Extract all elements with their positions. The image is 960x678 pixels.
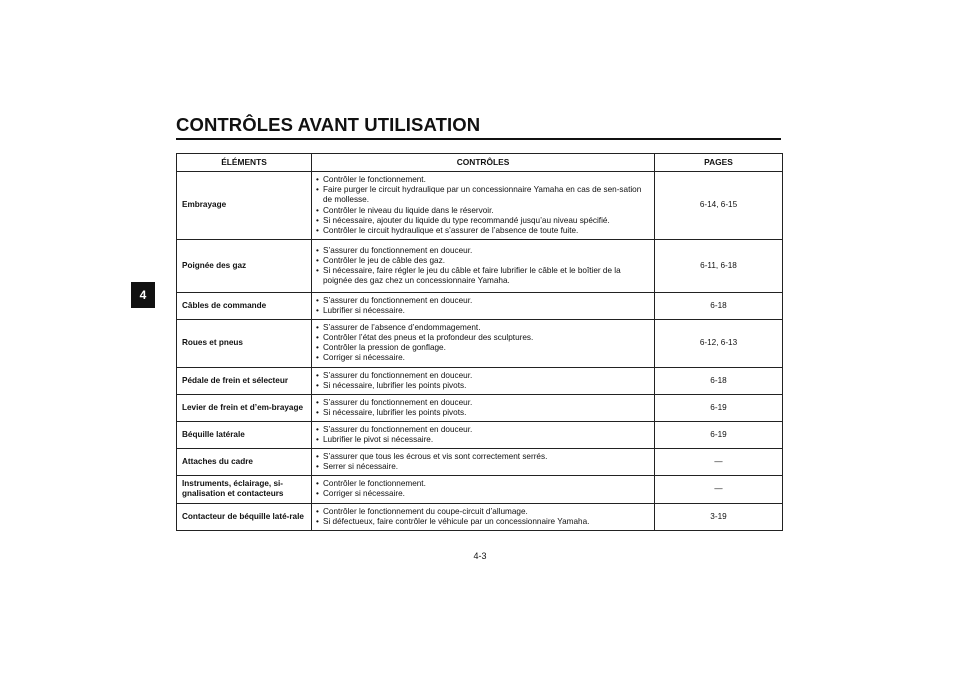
row-element: Câbles de commande <box>177 293 312 320</box>
check-item: • S’assurer du fonctionnement en douceur. <box>316 425 650 435</box>
check-item: • Contrôler le niveau du liquide dans le réservoir. <box>316 206 650 216</box>
row-checks <box>312 293 655 320</box>
check-list <box>316 323 650 363</box>
row-element: Attaches du cadre <box>177 449 312 476</box>
check-list <box>316 246 650 286</box>
header-elements: ÉLÉMENTS <box>177 154 312 172</box>
row-checks <box>312 172 655 240</box>
row-element: Poignée des gaz <box>177 240 312 293</box>
row-element: Levier de frein et d’em-brayage <box>177 394 312 421</box>
row-pages: 6-14, 6-15 <box>655 172 783 240</box>
pre-operation-checks-table <box>176 153 783 531</box>
check-item: • Contrôler la pression de gonflage. <box>316 343 650 353</box>
row-checks <box>312 449 655 476</box>
chapter-tab: 4 <box>131 282 155 308</box>
check-item: • Si nécessaire, lubrifier les points pivots. <box>316 408 650 418</box>
table-row <box>177 394 783 421</box>
check-list <box>316 479 650 499</box>
check-item: • S’assurer du fonctionnement en douceur. <box>316 371 650 381</box>
row-element: Contacteur de béquille laté-rale <box>177 503 312 530</box>
table-row <box>177 421 783 448</box>
check-item: • Contrôler le fonctionnement. <box>316 479 650 489</box>
row-pages: 6-18 <box>655 293 783 320</box>
table-row <box>177 293 783 320</box>
check-list <box>316 296 650 316</box>
row-pages: 6-19 <box>655 394 783 421</box>
row-checks <box>312 240 655 293</box>
row-pages: 6-19 <box>655 421 783 448</box>
check-item: • Contrôler le circuit hydraulique et s’assurer de l’absence de toute fuite. <box>316 226 650 236</box>
check-item: • Lubrifier le pivot si nécessaire. <box>316 435 650 445</box>
check-item: • Contrôler le jeu de câble des gaz. <box>316 256 650 266</box>
check-item: • Contrôler le fonctionnement. <box>316 175 650 185</box>
table-row <box>177 449 783 476</box>
row-pages: — <box>655 449 783 476</box>
row-pages: 3-19 <box>655 503 783 530</box>
table-row <box>177 503 783 530</box>
check-item: • Si défectueux, faire contrôler le véhicule par un concessionnaire Yamaha. <box>316 517 650 527</box>
row-element: Instruments, éclairage, si-gnalisation et contacteurs <box>177 476 312 503</box>
row-pages: 6-12, 6-13 <box>655 320 783 367</box>
row-pages: 6-11, 6-18 <box>655 240 783 293</box>
row-checks <box>312 320 655 367</box>
table-row <box>177 172 783 240</box>
check-item: • Si nécessaire, faire régler le jeu du câble et faire lubrifier le câble et le boîtier de la poignée des gaz chez un concessionnaire Yamaha. <box>316 266 650 286</box>
check-item: • Lubrifier si nécessaire. <box>316 306 650 316</box>
check-item: • S’assurer du fonctionnement en douceur. <box>316 296 650 306</box>
row-pages: — <box>655 476 783 503</box>
page-title: CONTRÔLES AVANT UTILISATION <box>176 114 481 135</box>
check-list <box>316 452 650 472</box>
table-header-row <box>177 154 783 172</box>
table-body <box>177 172 783 531</box>
check-item: • Si nécessaire, ajouter du liquide du type recommandé jusqu’au niveau spécifié. <box>316 216 650 226</box>
check-item: • Contrôler le fonctionnement du coupe-circuit d’allumage. <box>316 507 650 517</box>
check-item: • S’assurer du fonctionnement en douceur. <box>316 246 650 256</box>
page-number: 4-3 <box>473 551 487 561</box>
row-checks <box>312 476 655 503</box>
check-item: • Serrer si nécessaire. <box>316 462 650 472</box>
check-item: • Contrôler l’état des pneus et la profondeur des sculptures. <box>316 333 650 343</box>
check-list <box>316 371 650 391</box>
check-list <box>316 507 650 527</box>
check-item: • S’assurer du fonctionnement en douceur. <box>316 398 650 408</box>
check-item: • Faire purger le circuit hydraulique par un concessionnaire Yamaha en cas de sen-sation de mollesse. <box>316 185 650 205</box>
check-item: • S’assurer de l’absence d’endommagement. <box>316 323 650 333</box>
check-list <box>316 398 650 418</box>
check-item: • Corriger si nécessaire. <box>316 353 650 363</box>
row-element: Roues et pneus <box>177 320 312 367</box>
row-pages: 6-18 <box>655 367 783 394</box>
check-list <box>316 175 650 236</box>
check-item: • Corriger si nécessaire. <box>316 489 650 499</box>
table-row <box>177 320 783 367</box>
table-row <box>177 240 783 293</box>
title-rule <box>176 138 781 140</box>
row-element: Embrayage <box>177 172 312 240</box>
table-row <box>177 476 783 503</box>
row-checks <box>312 394 655 421</box>
table-row <box>177 367 783 394</box>
header-controls: CONTRÔLES <box>312 154 655 172</box>
header-pages: PAGES <box>655 154 783 172</box>
check-list <box>316 425 650 445</box>
check-item: • S’assurer que tous les écrous et vis sont correctement serrés. <box>316 452 650 462</box>
row-element: Pédale de frein et sélecteur <box>177 367 312 394</box>
row-checks <box>312 367 655 394</box>
row-element: Béquille latérale <box>177 421 312 448</box>
check-item: • Si nécessaire, lubrifier les points pivots. <box>316 381 650 391</box>
row-checks <box>312 421 655 448</box>
row-checks <box>312 503 655 530</box>
